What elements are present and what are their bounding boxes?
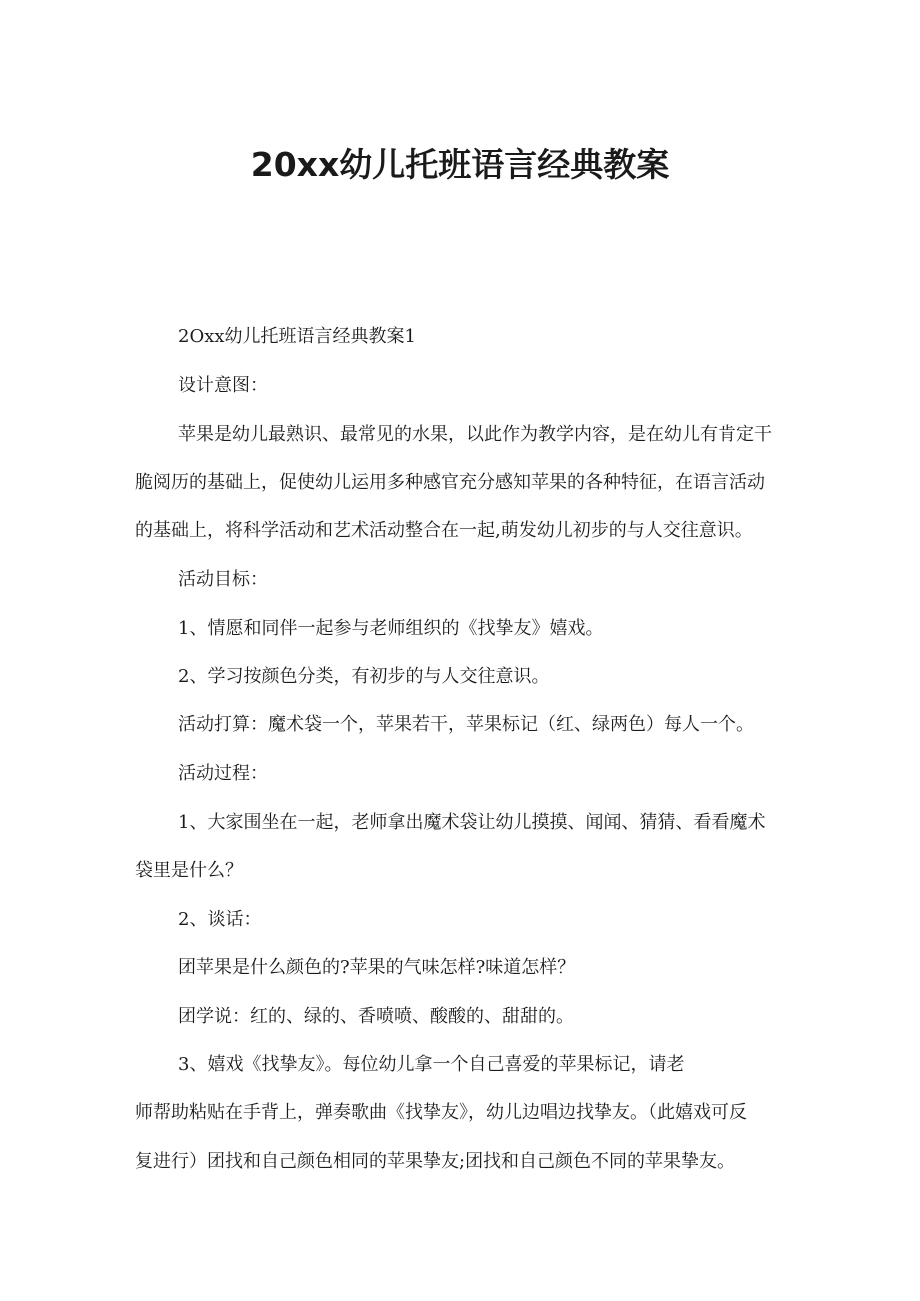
goal-item-1: 1、情愿和同伴一起参与老师组织的《找挚友》嬉戏。 xyxy=(178,618,604,639)
answer-line: 团学说：红的、绿的、香喷喷、酸酸的、甜甜的。 xyxy=(178,1006,574,1027)
design-intent-label: 设计意图： xyxy=(178,375,268,396)
step-1-line-1: 1、大家围坐在一起，老师拿出魔术袋让幼儿摸摸、闻闻、猜猜、看看魔术 xyxy=(178,812,766,833)
step-1-line-2: 袋里是什么？ xyxy=(135,860,243,881)
activity-goals-label: 活动目标： xyxy=(178,569,268,590)
question-line: 团苹果是什么颜色的?苹果的气味怎样?味道怎样？ xyxy=(178,957,576,978)
step-3-line-3: 复进行）团找和自己颜色相同的苹果挚友;团找和自己颜色不同的苹果挚友。 xyxy=(135,1151,736,1172)
design-intent-line-1: 苹果是幼儿最熟识、最常见的水果，以此作为教学内容，是在幼儿有肯定干 xyxy=(178,424,772,445)
document-title: 20xx幼儿托班语言经典教案 xyxy=(250,145,670,184)
step-2: 2、谈话： xyxy=(178,909,262,930)
section-heading: 2Oxx幼儿托班语言经典教案1 xyxy=(178,326,416,347)
activity-process-label: 活动过程： xyxy=(178,763,268,784)
activity-preparation: 活动打算：魔术袋一个，苹果若干，苹果标记（红、绿两色）每人一个。 xyxy=(178,714,754,735)
design-intent-line-3: 的基础上，将科学活动和艺术活动整合在一起,萌发幼儿初步的与人交往意识。 xyxy=(135,520,753,541)
step-3-line-1: 3、嬉戏《找挚友》。每位幼儿拿一个自己喜爱的苹果标记，请老 xyxy=(178,1054,685,1075)
goal-item-2: 2、学习按颜色分类，有初步的与人交往意识。 xyxy=(178,666,550,687)
step-3-line-2: 师帮助粘贴在手背上，弹奏歌曲《找挚友》，幼儿边唱边找挚友。（此嬉戏可反 xyxy=(135,1102,747,1123)
design-intent-line-2: 脆阅历的基础上，促使幼儿运用多种感官充分感知苹果的各种特征，在语言活动 xyxy=(135,472,765,493)
